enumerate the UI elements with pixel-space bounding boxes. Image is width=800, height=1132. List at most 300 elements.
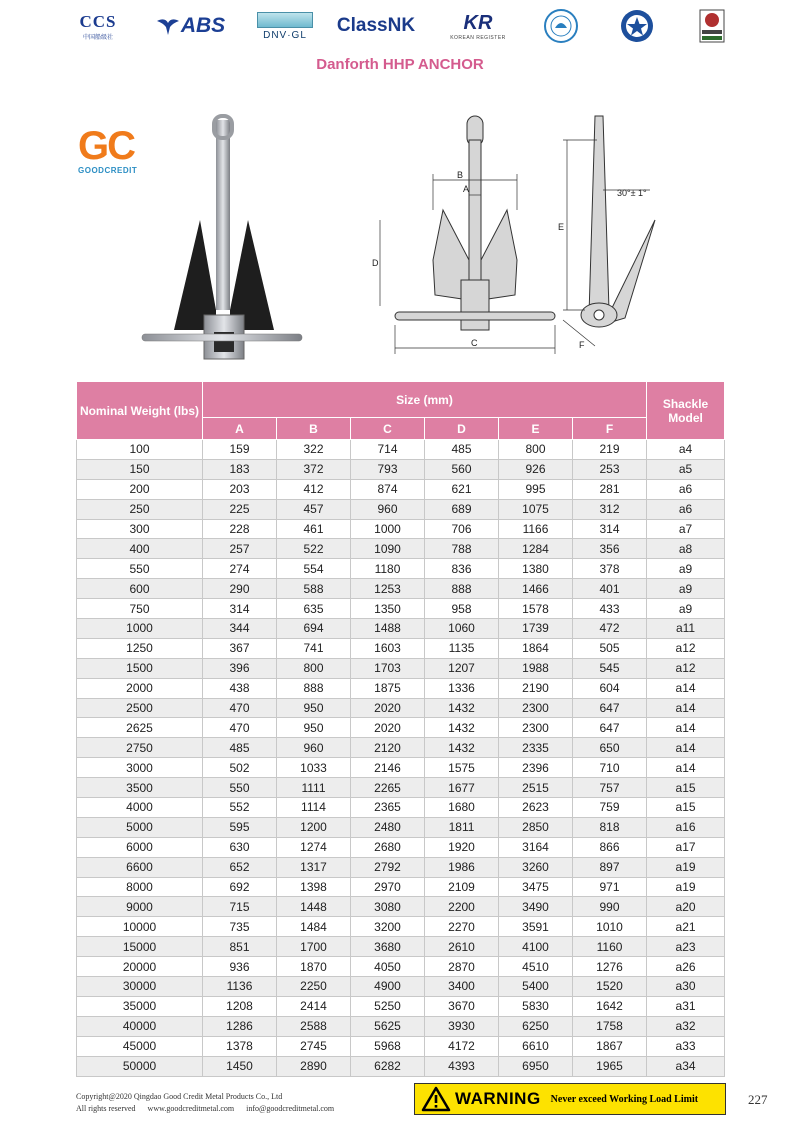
cell-shackle: a9 (647, 559, 725, 579)
cell-size: 470 (203, 698, 277, 718)
kr-logo-subtext: KOREAN REGISTER (450, 34, 506, 41)
ccs-logo-subtext: 中国船级社 (82, 34, 113, 41)
round-seal-logo (543, 8, 579, 44)
table-row (77, 817, 725, 837)
fluke-angle-label: 30°± 1° (617, 188, 647, 198)
cell-size: 2365 (351, 798, 425, 818)
cell-size: 793 (351, 459, 425, 479)
cell-size: 2414 (277, 996, 351, 1016)
cell-size: 3164 (499, 837, 573, 857)
cell-shackle: a15 (647, 778, 725, 798)
cell-shackle: a14 (647, 738, 725, 758)
side-view-diagram (555, 110, 675, 360)
cell-size: 735 (203, 917, 277, 937)
cell-size: 438 (203, 678, 277, 698)
cell-size: 281 (573, 479, 647, 499)
cell-size: 2200 (425, 897, 499, 917)
cell-shackle: a34 (647, 1056, 725, 1076)
cell-size: 356 (573, 539, 647, 559)
cell-size: 257 (203, 539, 277, 559)
cell-size: 4100 (499, 937, 573, 957)
cell-size: 522 (277, 539, 351, 559)
bureau-veritas-logo (697, 8, 727, 44)
cell-size: 4050 (351, 957, 425, 977)
cell-size: 461 (277, 519, 351, 539)
cell-size: 1135 (425, 638, 499, 658)
cell-size: 1111 (277, 778, 351, 798)
cell-size: 2970 (351, 877, 425, 897)
cell-size: 3670 (425, 996, 499, 1016)
cell-size: 1920 (425, 837, 499, 857)
abs-logo-text: ABS (180, 14, 226, 37)
cell-shackle: a6 (647, 479, 725, 499)
table-row (77, 957, 725, 977)
cell-size: 866 (573, 837, 647, 857)
table-row (77, 499, 725, 519)
cell-shackle: a14 (647, 718, 725, 738)
cell-size: 647 (573, 698, 647, 718)
cell-size: 2190 (499, 678, 573, 698)
cell-size: 2745 (277, 1036, 351, 1056)
cell-weight: 1250 (77, 638, 203, 658)
cell-size: 2335 (499, 738, 573, 758)
cell-size: 2146 (351, 758, 425, 778)
cell-size: 1870 (277, 957, 351, 977)
table-row (77, 539, 725, 559)
cell-size: 706 (425, 519, 499, 539)
certification-logo-bar (0, 0, 800, 50)
cell-size: 759 (573, 798, 647, 818)
cell-weight: 400 (77, 539, 203, 559)
cell-size: 2588 (277, 1016, 351, 1036)
cell-size: 2020 (351, 718, 425, 738)
cell-size: 159 (203, 440, 277, 460)
table-row (77, 798, 725, 818)
cell-shackle: a16 (647, 817, 725, 837)
front-view-diagram (372, 110, 560, 360)
kr-logo-text: KR (463, 11, 493, 34)
cell-shackle: a19 (647, 857, 725, 877)
cell-weight: 2000 (77, 678, 203, 698)
cell-size: 183 (203, 459, 277, 479)
cell-size: 1867 (573, 1036, 647, 1056)
cell-weight: 750 (77, 599, 203, 619)
table-row (77, 857, 725, 877)
cell-size: 560 (425, 459, 499, 479)
cell-size: 1448 (277, 897, 351, 917)
table-row (77, 559, 725, 579)
warning-banner (414, 1083, 726, 1115)
cell-size: 888 (425, 579, 499, 599)
cell-weight: 30000 (77, 977, 203, 997)
cell-size: 630 (203, 837, 277, 857)
cell-shackle: a14 (647, 678, 725, 698)
cell-shackle: a23 (647, 937, 725, 957)
cell-size: 588 (277, 579, 351, 599)
cell-size: 554 (277, 559, 351, 579)
cell-size: 6610 (499, 1036, 573, 1056)
cell-size: 3680 (351, 937, 425, 957)
cell-shackle: a19 (647, 877, 725, 897)
cell-size: 1000 (351, 519, 425, 539)
cell-size: 621 (425, 479, 499, 499)
cell-size: 4393 (425, 1056, 499, 1076)
warning-text: Never exceed Working Load Limit (550, 1093, 699, 1105)
cell-size: 652 (203, 857, 277, 877)
cell-size: 1160 (573, 937, 647, 957)
dnv-logo (255, 8, 315, 44)
cell-size: 1114 (277, 798, 351, 818)
cell-size: 1578 (499, 599, 573, 619)
cell-size: 3490 (499, 897, 573, 917)
header-col-d: D (425, 418, 499, 440)
cell-size: 225 (203, 499, 277, 519)
cell-size: 1317 (277, 857, 351, 877)
cell-size: 1677 (425, 778, 499, 798)
table-row (77, 1016, 725, 1036)
cell-weight: 15000 (77, 937, 203, 957)
cell-size: 1284 (499, 539, 573, 559)
cell-size: 1988 (499, 658, 573, 678)
cell-size: 253 (573, 459, 647, 479)
cell-size: 274 (203, 559, 277, 579)
cell-size: 1136 (203, 977, 277, 997)
dimension-label-e: E (558, 222, 565, 232)
cell-size: 1703 (351, 658, 425, 678)
cell-weight: 45000 (77, 1036, 203, 1056)
ccs-logo (72, 8, 124, 44)
cell-size: 550 (203, 778, 277, 798)
cell-shackle: a20 (647, 897, 725, 917)
cell-size: 6250 (499, 1016, 573, 1036)
cell-weight: 5000 (77, 817, 203, 837)
table-row (77, 877, 725, 897)
table-row (77, 459, 725, 479)
cell-size: 433 (573, 599, 647, 619)
cell-size: 689 (425, 499, 499, 519)
cell-size: 800 (277, 658, 351, 678)
cell-size: 715 (203, 897, 277, 917)
cell-shackle: a31 (647, 996, 725, 1016)
cell-weight: 600 (77, 579, 203, 599)
cell-size: 692 (203, 877, 277, 897)
cell-size: 1180 (351, 559, 425, 579)
cell-weight: 2750 (77, 738, 203, 758)
cell-size: 2396 (499, 758, 573, 778)
cell-size: 396 (203, 658, 277, 678)
cell-size: 2109 (425, 877, 499, 897)
cell-size: 635 (277, 599, 351, 619)
table-row (77, 678, 725, 698)
cell-size: 1739 (499, 619, 573, 639)
table-row (77, 599, 725, 619)
cell-size: 1207 (425, 658, 499, 678)
rights-text: All rights reserved (76, 1104, 136, 1113)
cell-weight: 40000 (77, 1016, 203, 1036)
cell-size: 3080 (351, 897, 425, 917)
cell-size: 960 (277, 738, 351, 758)
table-row (77, 937, 725, 957)
cell-weight: 3000 (77, 758, 203, 778)
cell-size: 714 (351, 440, 425, 460)
kr-logo (448, 8, 508, 44)
header-col-b: B (277, 418, 351, 440)
footer-contact (76, 1103, 344, 1115)
cell-size: 472 (573, 619, 647, 639)
cell-weight: 150 (77, 459, 203, 479)
cell-size: 1575 (425, 758, 499, 778)
cell-size: 1060 (425, 619, 499, 639)
cell-size: 888 (277, 678, 351, 698)
cell-size: 971 (573, 877, 647, 897)
cell-weight: 10000 (77, 917, 203, 937)
cell-size: 1286 (203, 1016, 277, 1036)
cell-size: 314 (203, 599, 277, 619)
cell-size: 1965 (573, 1056, 647, 1076)
cell-size: 219 (573, 440, 647, 460)
warning-triangle-icon (421, 1084, 451, 1114)
dimension-label-d: D (372, 258, 379, 268)
eagle-icon (155, 13, 181, 39)
cell-size: 1200 (277, 817, 351, 837)
table-row (77, 440, 725, 460)
cell-size: 851 (203, 937, 277, 957)
cell-size: 897 (573, 857, 647, 877)
dimension-label-b: B (457, 170, 464, 180)
cell-size: 694 (277, 619, 351, 639)
table-row (77, 718, 725, 738)
cell-size: 6282 (351, 1056, 425, 1076)
cell-size: 1450 (203, 1056, 277, 1076)
table-row (77, 917, 725, 937)
cell-size: 4510 (499, 957, 573, 977)
table-row (77, 977, 725, 997)
cell-size: 2515 (499, 778, 573, 798)
cell-size: 5830 (499, 996, 573, 1016)
cell-size: 470 (203, 718, 277, 738)
cell-weight: 2500 (77, 698, 203, 718)
cell-shackle: a17 (647, 837, 725, 857)
cell-size: 1811 (425, 817, 499, 837)
cell-shackle: a4 (647, 440, 725, 460)
cell-size: 2265 (351, 778, 425, 798)
table-row (77, 638, 725, 658)
header-col-e: E (499, 418, 573, 440)
anchor-photo (130, 110, 310, 370)
cell-size: 6950 (499, 1056, 573, 1076)
cell-size: 741 (277, 638, 351, 658)
cell-size: 2120 (351, 738, 425, 758)
dimension-label-a: A (463, 184, 470, 194)
cell-size: 874 (351, 479, 425, 499)
cell-weight: 6000 (77, 837, 203, 857)
cell-size: 926 (499, 459, 573, 479)
cell-shackle: a14 (647, 698, 725, 718)
cell-size: 1350 (351, 599, 425, 619)
header-col-f: F (573, 418, 647, 440)
cell-shackle: a15 (647, 798, 725, 818)
dnv-logo-mark (257, 12, 313, 28)
cell-shackle: a12 (647, 658, 725, 678)
cell-size: 1700 (277, 937, 351, 957)
cell-weight: 20000 (77, 957, 203, 977)
cell-size: 1986 (425, 857, 499, 877)
cell-shackle: a26 (647, 957, 725, 977)
cell-shackle: a33 (647, 1036, 725, 1056)
cell-size: 710 (573, 758, 647, 778)
cell-shackle: a30 (647, 977, 725, 997)
copyright-text: Copyright@2020 Qingdao Good Credit Metal Products Co., Ltd (76, 1092, 283, 1101)
table-row (77, 837, 725, 857)
cell-size: 2020 (351, 698, 425, 718)
cell-size: 2870 (425, 957, 499, 977)
cell-size: 647 (573, 718, 647, 738)
cell-size: 1208 (203, 996, 277, 1016)
cell-size: 1166 (499, 519, 573, 539)
cell-size: 4172 (425, 1036, 499, 1056)
ccs-logo-text: CCS (79, 11, 117, 31)
cell-size: 1488 (351, 619, 425, 639)
cell-weight: 9000 (77, 897, 203, 917)
cell-size: 1090 (351, 539, 425, 559)
table-body (77, 440, 725, 1077)
cell-weight: 1500 (77, 658, 203, 678)
table-row (77, 758, 725, 778)
table-row (77, 479, 725, 499)
cell-size: 604 (573, 678, 647, 698)
cell-size: 2300 (499, 698, 573, 718)
table-row (77, 519, 725, 539)
cell-shackle: a14 (647, 758, 725, 778)
cell-size: 3591 (499, 917, 573, 937)
cell-size: 5250 (351, 996, 425, 1016)
table-row (77, 579, 725, 599)
dimension-label-c: C (471, 338, 478, 348)
cell-size: 2480 (351, 817, 425, 837)
cell-size: 2890 (277, 1056, 351, 1076)
cell-size: 401 (573, 579, 647, 599)
cell-size: 4900 (351, 977, 425, 997)
cell-size: 950 (277, 718, 351, 738)
cell-shackle: a11 (647, 619, 725, 639)
header-shackle-model: Shackle Model (647, 382, 725, 440)
dimension-label-f: F (579, 340, 585, 350)
cell-weight: 100 (77, 440, 203, 460)
cell-size: 1758 (573, 1016, 647, 1036)
cell-size: 2792 (351, 857, 425, 877)
cell-size: 2270 (425, 917, 499, 937)
cell-size: 990 (573, 897, 647, 917)
cell-size: 757 (573, 778, 647, 798)
cell-size: 3400 (425, 977, 499, 997)
cell-weight: 1000 (77, 619, 203, 639)
cell-size: 312 (573, 499, 647, 519)
cell-size: 290 (203, 579, 277, 599)
cell-weight: 2625 (77, 718, 203, 738)
table-row (77, 698, 725, 718)
cell-weight: 250 (77, 499, 203, 519)
cell-size: 1253 (351, 579, 425, 599)
cell-size: 958 (425, 599, 499, 619)
cell-size: 788 (425, 539, 499, 559)
cell-shackle: a5 (647, 459, 725, 479)
cell-shackle: a6 (647, 499, 725, 519)
star-seal-logo (619, 8, 655, 44)
brand-name: GOODCREDIT (78, 166, 138, 175)
header-col-c: C (351, 418, 425, 440)
page-number: 227 (748, 1092, 768, 1107)
abs-logo (148, 8, 232, 44)
cell-size: 3930 (425, 1016, 499, 1036)
cell-shackle: a32 (647, 1016, 725, 1036)
cell-shackle: a21 (647, 917, 725, 937)
cell-size: 485 (425, 440, 499, 460)
cell-size: 203 (203, 479, 277, 499)
warning-title: WARNING (455, 1089, 541, 1108)
cell-size: 1378 (203, 1036, 277, 1056)
cell-weight: 550 (77, 559, 203, 579)
cell-size: 378 (573, 559, 647, 579)
table-row (77, 658, 725, 678)
cell-size: 1875 (351, 678, 425, 698)
cell-size: 2610 (425, 937, 499, 957)
cell-size: 1466 (499, 579, 573, 599)
table-row (77, 1056, 725, 1076)
cell-size: 1432 (425, 718, 499, 738)
cell-weight: 6600 (77, 857, 203, 877)
cell-weight: 200 (77, 479, 203, 499)
cell-shackle: a8 (647, 539, 725, 559)
cell-size: 1864 (499, 638, 573, 658)
cell-size: 1432 (425, 738, 499, 758)
page-title: Danforth HHP ANCHOR (316, 56, 484, 73)
cell-shackle: a9 (647, 599, 725, 619)
anchor-spec-table (76, 381, 725, 1077)
cell-size: 3475 (499, 877, 573, 897)
table-row (77, 1036, 725, 1056)
email-link[interactable]: info@goodcreditmetal.com (246, 1104, 335, 1113)
table-row (77, 996, 725, 1016)
cell-size: 836 (425, 559, 499, 579)
cell-size: 5968 (351, 1036, 425, 1056)
cell-weight: 50000 (77, 1056, 203, 1076)
table-row (77, 738, 725, 758)
cell-size: 457 (277, 499, 351, 519)
cell-size: 960 (351, 499, 425, 519)
cell-size: 372 (277, 459, 351, 479)
cell-size: 485 (203, 738, 277, 758)
cell-size: 545 (573, 658, 647, 678)
cell-weight: 3500 (77, 778, 203, 798)
cell-size: 502 (203, 758, 277, 778)
header-nominal-weight: Nominal Weight (lbs) (77, 382, 203, 440)
cell-size: 1276 (573, 957, 647, 977)
cell-weight: 35000 (77, 996, 203, 1016)
cell-size: 595 (203, 817, 277, 837)
cell-size: 505 (573, 638, 647, 658)
cell-size: 950 (277, 698, 351, 718)
cell-size: 3200 (351, 917, 425, 937)
website-link[interactable]: www.goodcreditmetal.com (147, 1104, 235, 1113)
table-row (77, 897, 725, 917)
cell-size: 1432 (425, 698, 499, 718)
cell-weight: 300 (77, 519, 203, 539)
cell-size: 552 (203, 798, 277, 818)
classnk-logo (336, 8, 416, 44)
cell-size: 322 (277, 440, 351, 460)
cell-size: 314 (573, 519, 647, 539)
cell-shackle: a12 (647, 638, 725, 658)
